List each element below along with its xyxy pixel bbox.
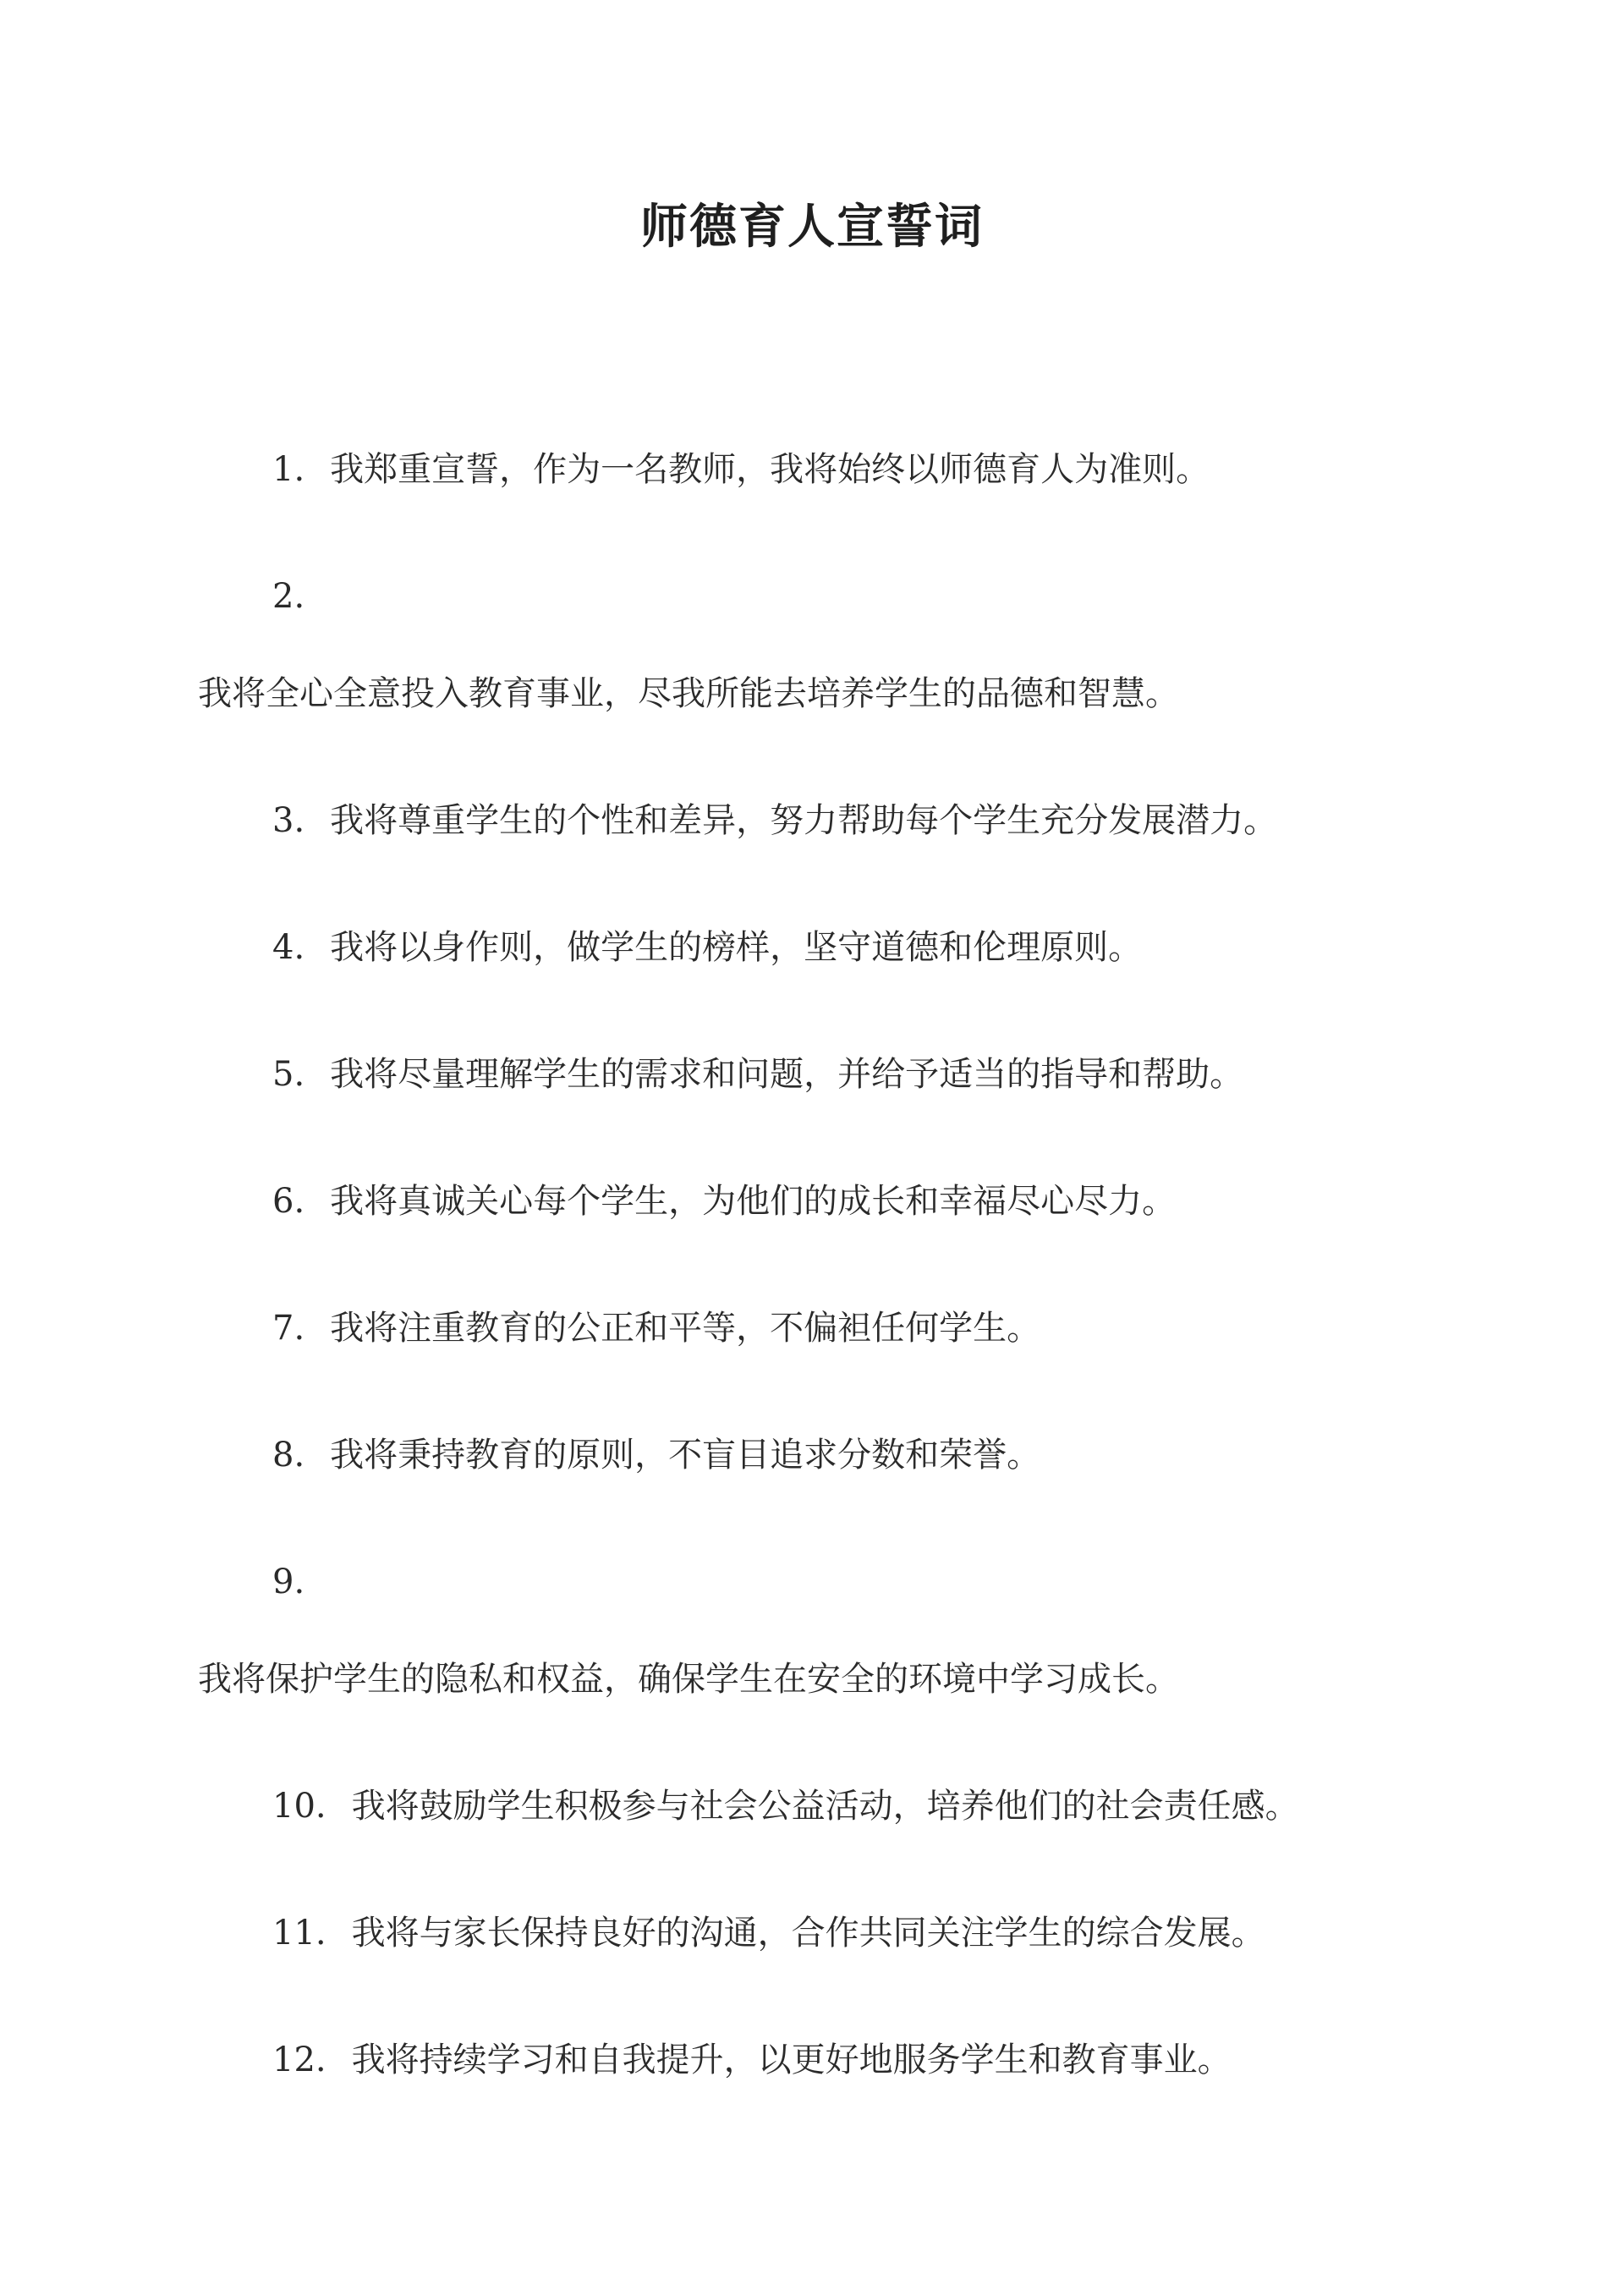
oath-item-9-text: 我将保护学生的隐私和权益，确保学生在安全的环境中学习成长。 [198, 1660, 1179, 1699]
oath-item-4 [272, 922, 1142, 973]
item-number: 5. [272, 1055, 305, 1094]
oath-item-6 [272, 1176, 1176, 1227]
item-text: 我将与家长保持良好的沟通，合作共同关注学生的综合发展。 [351, 1914, 1265, 1953]
item-text: 我将秉持教育的原则，不盲目追求分数和荣誉。 [330, 1436, 1041, 1475]
oath-item-10 [272, 1781, 1299, 1832]
item-number: 8. [272, 1436, 305, 1475]
item-number: 3. [272, 801, 305, 840]
item-text: 我将持续学习和自我提升，以更好地服务学生和教育事业。 [351, 2041, 1232, 2079]
oath-item-1 [272, 444, 1210, 495]
item-text: 我将注重教育的公正和平等，不偏袒任何学生。 [330, 1309, 1041, 1348]
oath-item-11 [272, 1908, 1265, 1958]
oath-item-2-text: 我将全心全意投入教育事业，尽我所能去培养学生的品德和智慧。 [198, 674, 1179, 713]
item-text: 我将尊重学生的个性和差异，努力帮助每个学生充分发展潜力。 [330, 801, 1278, 840]
oath-item-12 [272, 2035, 1232, 2085]
oath-item-7 [272, 1303, 1040, 1354]
document-title: 师德育人宣誓词 [640, 199, 984, 255]
item-text: 我将以身作则，做学生的榜样，坚守道德和伦理原则。 [330, 928, 1143, 967]
item-number: 6. [272, 1182, 305, 1221]
item-number: 11. [272, 1914, 326, 1953]
item-text: 我将鼓励学生积极参与社会公益活动，培养他们的社会责任感。 [351, 1787, 1299, 1826]
oath-item-3 [272, 795, 1277, 846]
item-number: 4. [272, 928, 305, 967]
item-number: 12. [272, 2041, 326, 2079]
oath-item-5 [272, 1049, 1243, 1100]
oath-item-2-number: 2. [272, 577, 305, 616]
item-number: 10. [272, 1787, 326, 1826]
item-number: 7. [272, 1309, 305, 1348]
item-text: 我将尽量理解学生的需求和问题，并给予适当的指导和帮助。 [330, 1055, 1244, 1094]
item-number: 1. [272, 450, 305, 489]
item-text: 我将真诚关心每个学生，为他们的成长和幸福尽心尽力。 [330, 1182, 1177, 1221]
oath-item-9-number: 9. [272, 1563, 305, 1601]
item-text: 我郑重宣誓，作为一名教师，我将始终以师德育人为准则。 [330, 450, 1210, 489]
oath-item-8 [272, 1430, 1040, 1480]
